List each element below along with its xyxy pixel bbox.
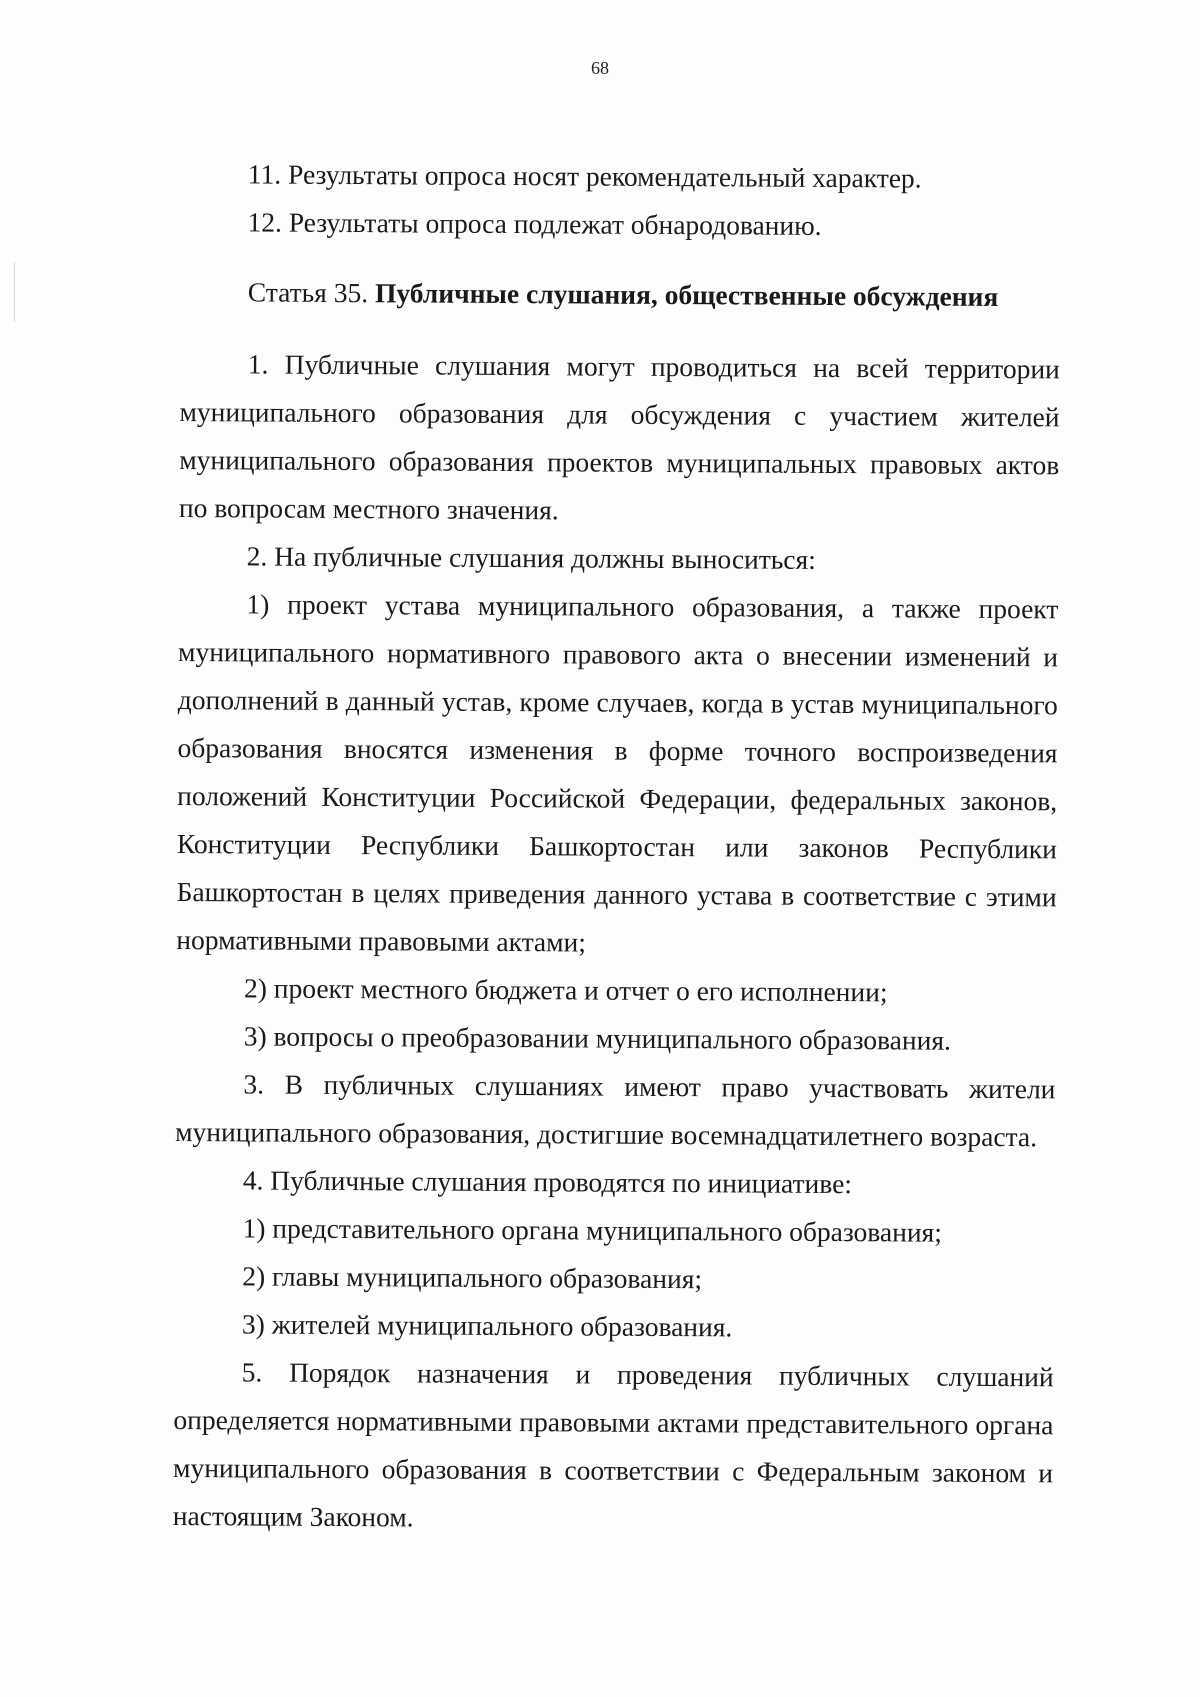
paragraph-2-item-2: 2) проект местного бюджета и отчет о его исполнении; [243,972,888,1008]
item-12: 12. Результаты опроса подлежат обнародованию. [247,206,822,241]
paragraph-2: 2. На публичные слушания должны выноситься: [246,540,816,575]
paragraph-4: 4. Публичные слушания проводятся по инициативе: [242,1164,853,1200]
article-heading [180,268,1060,321]
scan-edge-mark [14,262,15,322]
paragraph-4-item-2: 2) главы муниципального образования; [242,1260,703,1295]
paragraph-3: 3. В публичных слушаниях имеют право участвовать жители муниципального образования, достигшие восемнадцатилетнего возраста. [175,1068,1056,1153]
article-prefix: Статья 35. [247,276,369,309]
paragraph-2-item-3: 3) вопросы о преобразовании муниципального образования. [243,1020,952,1056]
article-body [173,340,1060,1545]
paragraph-1: 1. Публичные слушания могут проводиться на всей территории муниципального образования для обсуждения с участием жителей муниципального образования проектов муниципальных правовых актов по вопросам местного значения. [178,348,1060,526]
article-title: Публичные слушания, общественные обсуждения [374,277,999,312]
top-items [179,150,1060,251]
item-11: 11. Результаты опроса носят рекомендательный характер. [247,158,922,194]
paragraph-5: 5. Порядок назначения и проведения публичных слушаний определяется нормативными правовыми актами представительного органа муниципального образования в соответствии с Федеральным законом и настоящим Законом. [172,1356,1054,1533]
page-number: 68 [591,58,609,78]
paragraph-4-item-1: 1) представительного органа муниципального образования; [242,1212,943,1248]
paragraph-4-item-3: 3) жителей муниципального образования. [241,1308,733,1343]
paragraph-2-item-1: 1) проект устава муниципального образования, а также проект муниципального нормативного правового акта о внесении изменений и дополнений в данный устав, кроме случаев, когда в устав муниципального образования вносятся изменения в форме точного воспроизведения положений Конституции Российской Федерации, федеральных законов, Конституции Республики Башкортостан или законов Республики Башкортостан в целях приведения данного устава в соответствие с этими нормативными правовыми актами; [176,588,1059,958]
